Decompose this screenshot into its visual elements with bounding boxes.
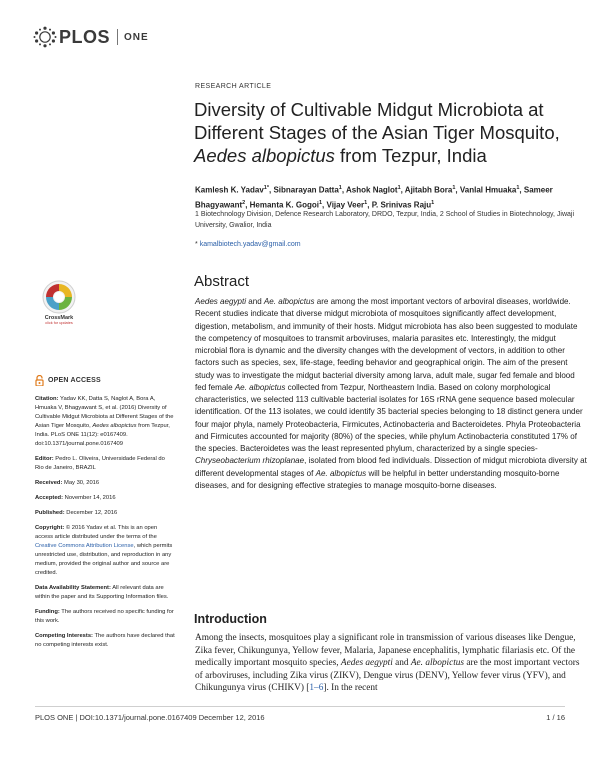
title-line-3 [194, 144, 584, 167]
affiliation-number: 2 [439, 211, 444, 218]
funding-text: The authors received no specific funding for this work. [35, 609, 174, 624]
citation-block [35, 395, 175, 449]
author-name[interactable]: Sameer Bhagyawant [195, 185, 553, 210]
crossmark-icon [42, 280, 76, 314]
author-list: Kamlesh K. Yadav$^{1*}$, Sibnarayan Datta$^1$, Ashok Naglot$^1$, Ajitabh Bora$^1$, Vanlal Hmuaka$^1$, Sameer Bhagyawant$^2$, Hemanta K. Gogoi$^1$, Vijay Veer$^1$, P. Srinivas Raju$^1$ [195, 185, 553, 210]
title-line-2: Different Stages of the Asian Tiger Mosquito, [194, 122, 560, 143]
competing-interests-text: The authors have declared that no competing interests exist. [35, 633, 175, 648]
citation-text: Yadav KK, Datta S, Naglot A, Bora A, Hmuaka V, Bhagyawant S, et al. (2016) Diversity of Cultivable Midgut Microbiota at Different Stages of the Asian Tiger Mosquito, [35, 396, 174, 429]
editor-text: Pedro L. Oliveira, Universidade Federal do Rio de Janeiro, BRAZIL [35, 456, 165, 471]
crossmark-sublabel: click for updates [45, 321, 73, 325]
accepted-date: November 14, 2016 [63, 495, 116, 501]
copyright-block [35, 524, 175, 578]
crossmark-label: CrossMark [44, 315, 74, 321]
accepted-label: Accepted: [35, 495, 64, 501]
author-name[interactable]: Kamlesh K. Yadav [195, 185, 264, 195]
open-lock-icon [35, 375, 44, 386]
intro-text: Among the insects, mosquitoes play a significant role in transmission of various diseases like Dengue, Zika fever, Chikungunya, Yellow fever, Malaria, Japanese encephalitis, lymphatic filariasis etc. Of the medically important mosquito species, [195, 633, 576, 669]
funding-block [35, 608, 175, 626]
species-name: Chryseobacterium rhizoplanae [195, 456, 305, 466]
species-name: Ae. albopictus [315, 468, 367, 478]
license-link[interactable]: Creative Commons Attribution License [35, 543, 134, 549]
author-name[interactable]: P. Srinivas Raju [371, 200, 432, 210]
citation-species: Aedes albopictus [92, 423, 137, 429]
accepted-block [35, 494, 175, 503]
plos-one-logo[interactable] [33, 26, 149, 48]
species-name: Ae. albopictus [234, 382, 286, 392]
author-name[interactable]: Vanlal Hmuaka [459, 185, 517, 195]
title-species: Aedes albopictus [194, 145, 335, 166]
author-name[interactable]: Vijay Veer [326, 200, 365, 210]
published-label: Published: [35, 510, 65, 516]
email-link[interactable]: kamalbiotech.yadav@gmail.com [199, 241, 301, 248]
data-availability-label: Data Availability Statement: [35, 585, 111, 591]
published-block [35, 509, 175, 518]
abstract-text: are among the most important vectors of arboviral diseases, worldwide. Recent studies indicate that diverse midgut microbiota of mosquitoes significantly affect development, digestion, metabolism, and immunity of their hosts. Midgut microbiota has also been suggested to modulate the competency of mosquitoes to transmit arboviruses, malaria parasites etc. Interestingly, the midgut microbial flora is dynamic and the diversity changes with the development of vectors, in addition to other factors such as species, sex, life-stage, feeding behavior and geographical origin. The aim of the present study was to investigate the midgut bacterial diversity among larva, adult male, sugar fed female and blood fed female [195, 297, 578, 392]
journal-sub: ONE [124, 31, 149, 43]
abstract-text: collected from Tezpur, Northeastern India. Based on colony morphological characteristics, we selected 113 cultivable bacterial isolates for 16S rRNA gene sequence based molecular identification. Of the 113 isolates, we could identify 35 bacterial species belonging to 18 distinct genera under four major phyla, namely Proteobacteria, Firmicutes, Actinobacteria and Bacteroidetes. Phyla Proteobacteria and Firmicutes accounted for majority (80%) of the species, while phylum Actinobacteria constituted 17% of the species. Bacteroidetes was the least represented phylum, characterized by a single species- [195, 382, 583, 453]
editor-label: Editor: [35, 456, 54, 462]
published-date: December 12, 2016 [64, 510, 118, 516]
introduction-body [195, 632, 587, 695]
abstract-text: , isolated from blood fed individuals. Dissection of midgut microbiota diversity at different developmental stages of [195, 456, 587, 478]
competing-interests-block [35, 632, 175, 650]
species-name: Aedes aegypti [340, 658, 393, 669]
intro-text: and [392, 658, 411, 669]
footer-divider [35, 706, 565, 707]
journal-brand: PLOS [59, 26, 111, 47]
author-affiliation-mark: 1 [364, 200, 368, 207]
title-line-1: Diversity of Cultivable Midgut Microbiota at [194, 99, 544, 120]
received-block [35, 479, 175, 488]
competing-interests-label: Competing Interests: [35, 633, 93, 639]
author-name[interactable]: Ajitabh Bora [404, 185, 453, 195]
author-affiliation-mark: 1 [263, 185, 267, 191]
received-label: Received: [35, 480, 63, 486]
affiliation-text: Biotechnology Division, Defence Research Laboratory, DRDO, Tezpur, India, [198, 211, 440, 218]
article-type: RESEARCH ARTICLE [195, 83, 272, 90]
crossmark-badge[interactable] [36, 280, 82, 325]
author-affiliation-mark: 1 [452, 185, 456, 191]
author-name[interactable]: Hemanta K. Gogoi [249, 200, 319, 210]
author-affiliation-mark: 1 [516, 185, 520, 191]
citation-text-end: from Tezpur, India. PLoS ONE 11(12): e0167409. doi:10.1371/journal.pone.0167409 [35, 423, 170, 447]
author-name[interactable]: Sibnarayan Datta [273, 185, 339, 195]
corresponding-mark: * [266, 185, 269, 191]
citation-label: Citation: [35, 396, 59, 402]
page-number: 1 / 16 [546, 713, 565, 722]
affiliation-number: 1 [195, 211, 199, 218]
data-availability-block [35, 584, 175, 602]
author-name[interactable]: Ashok Naglot [346, 185, 398, 195]
author-affiliation-mark: 1 [397, 185, 401, 191]
species-name: Ae. albopictus [263, 297, 315, 306]
intro-text: ]. In the recent [323, 683, 378, 694]
logo-divider [117, 29, 118, 45]
copyright-label: Copyright: [35, 525, 65, 531]
open-access-label: OPEN ACCESS [48, 377, 101, 384]
abstract-body [195, 296, 587, 492]
author-affiliation-mark: 1 [318, 200, 323, 207]
abstract-heading: Abstract [194, 273, 250, 290]
author-affiliation-mark: 1 [431, 200, 435, 207]
species-name: Aedes aegypti [195, 297, 247, 306]
species-name: Ae. albopictus [410, 658, 465, 669]
corresponding-email [195, 241, 301, 248]
editor-block [35, 455, 175, 473]
article-sidebar [35, 375, 175, 656]
copyright-text-end: , which permits unrestricted use, distribution, and reproduction in any medium, provided the original author and source are credited. [35, 543, 173, 576]
article-title [194, 98, 584, 167]
introduction-heading: Introduction [194, 612, 267, 626]
received-date: May 30, 2016 [62, 480, 100, 486]
affiliation-text: School of Studies in Biotechnology, Jiwaji University, Gwalior, India [195, 211, 575, 229]
affiliations [195, 209, 580, 231]
abstract-text: and [246, 297, 264, 306]
abstract-text: will be helpful in better understanding mosquito-borne diseases, and for designing effective strategies to manage mosquito-borne diseases. [195, 468, 560, 490]
plos-dots-logo-icon [33, 26, 57, 48]
funding-label: Funding: [35, 609, 60, 615]
author-affiliation-mark: 2 [242, 200, 246, 207]
citation-link[interactable]: 1–6 [309, 683, 324, 694]
author-affiliation-mark: 1 [338, 185, 342, 191]
email-marker: * [195, 241, 198, 248]
copyright-text: © 2016 Yadav et al. This is an open access article distributed under the terms of the [35, 525, 158, 540]
intro-text: are the most important vectors of arboviruses, including Zika virus (ZIKV), Dengue virus (DENV), Yellow fever virus (YFV), and Chikungunya virus (CHIKV) [ [195, 658, 580, 694]
data-availability-text: All relevant data are within the paper and its Supporting Information files. [35, 585, 169, 600]
title-tail: from Tezpur, India [334, 145, 487, 166]
open-access-badge [35, 375, 175, 386]
footer-journal-info: PLOS ONE | DOI:10.1371/journal.pone.0167409 December 12, 2016 [35, 713, 265, 722]
